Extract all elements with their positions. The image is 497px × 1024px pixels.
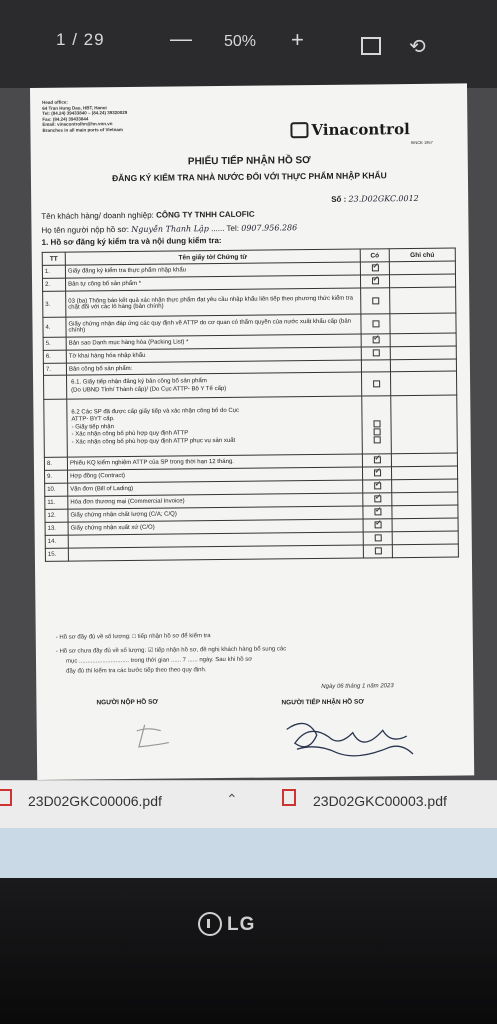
row-tt: 11. <box>45 496 68 509</box>
checkbox-empty-icon <box>374 535 381 542</box>
checkbox-checked-icon <box>372 278 379 285</box>
header-co: Có <box>360 249 389 262</box>
row-note <box>390 313 456 334</box>
tel-label: Tel: <box>226 223 240 233</box>
row-name: Giấy chứng nhận xuất xứ (C/O) <box>68 519 363 535</box>
footer-line-1: - Hồ sơ đầy đủ về số lượng: □ tiếp nhận hồ sơ để kiểm tra <box>55 633 211 641</box>
form-number <box>331 194 419 204</box>
taskbar-strip <box>0 828 497 878</box>
row-name: 03 (ba) Thông báo kết quả xác nhận thực phẩm đạt yêu cầu nhập khẩu liên tiếp theo phương thức kiểm tra chặt đối với các lô hàng (bản chính) <box>66 288 361 317</box>
row-tt: 3. <box>43 291 66 317</box>
footer-line-4: đầy đủ thì kiểm tra các bước tiếp theo theo quy định. <box>66 667 207 675</box>
row-note <box>391 466 457 480</box>
signature-drawing <box>77 708 448 776</box>
submitter-line: Họ tên người nộp hồ sơ: Nguyễn Thanh Lập ...... Tel: 0907.956.286 <box>41 223 298 235</box>
so-label: Số : <box>331 194 347 204</box>
table-row <box>44 395 458 457</box>
sub-line: ATTP- BYT cấp. <box>71 416 115 423</box>
checkbox-checked-icon <box>371 265 378 272</box>
sub-line: 6.1. Giấy tiếp nhận đăng ký bản công bố sản phẩm <box>71 378 207 386</box>
checkbox-checked-icon <box>374 496 381 503</box>
row-tt: 5. <box>43 337 66 350</box>
row-check <box>361 360 390 372</box>
checkbox-empty-icon <box>373 380 380 387</box>
checkbox-empty-icon <box>373 436 380 443</box>
row-tt: 9. <box>45 470 68 483</box>
pdf-file-icon <box>0 789 12 806</box>
lg-logo-icon <box>198 912 222 936</box>
header-tt: TT <box>42 252 65 265</box>
signature-label-receiver: NGƯỜI TIẾP NHẬN HỒ SƠ <box>281 698 364 707</box>
checkbox-checked-icon <box>372 337 379 344</box>
row-name: Hợp đồng (Contract) <box>68 467 363 483</box>
chevron-up-icon[interactable]: ⌃ <box>226 791 238 807</box>
row-check <box>361 334 390 347</box>
row-note <box>390 371 456 396</box>
row-check <box>362 454 391 467</box>
checkbox-empty-icon <box>373 428 380 435</box>
row-name: Tờ khai hàng hóa nhập khẩu <box>66 347 361 363</box>
row-name: Hóa đơn thương mại (Commercial Invoice) <box>68 493 363 509</box>
footer-line-3: mục .............................. trong thời gian ...... 7 ...... ngày. Sau khi hồ sơ <box>65 656 253 665</box>
address-line: Head office: <box>42 99 68 105</box>
form-subtitle: ĐĂNG KÝ KIỂM TRA NHÀ NƯỚC ĐỐI VỚI THỰC PHẨM NHẬP KHẨU <box>112 170 387 184</box>
download-item[interactable]: 23D02GKC00006.pdf <box>28 793 162 809</box>
address-line: Email: vinacontrolhn@hn.vnn.vn <box>42 121 113 128</box>
row-tt: 13. <box>45 522 68 535</box>
row-check <box>361 347 390 360</box>
row-check <box>360 262 389 275</box>
person-value: Nguyễn Thanh Lập <box>131 224 209 234</box>
sub-line: 6.2 Các SP đã được cấp giấy tiếp và xác nhận công bố do Cục <box>71 407 240 416</box>
row-note <box>391 453 457 467</box>
page-total: / 29 <box>72 30 105 49</box>
sub-line: - Giấy tiếp nhận <box>71 423 114 431</box>
pdf-toolbar <box>0 0 497 88</box>
row-check <box>362 396 392 454</box>
row-note <box>390 287 456 314</box>
pdf-viewer[interactable] <box>0 88 497 780</box>
row-note <box>392 531 458 545</box>
zoom-in-button[interactable]: + <box>291 27 304 52</box>
checkbox-empty-icon <box>372 350 379 357</box>
header-note: Ghi chú <box>389 248 455 262</box>
customer-line <box>41 210 254 221</box>
header-name: Tên giấy tờ/ Chứng từ <box>65 249 360 265</box>
page-indicator[interactable] <box>56 30 105 50</box>
row-tt: 10. <box>45 483 68 496</box>
document-page <box>30 83 474 780</box>
row-tt: 8. <box>44 457 67 470</box>
row-name <box>68 545 363 561</box>
checkbox-checked-icon <box>374 483 381 490</box>
row-check <box>361 288 390 314</box>
row-tt: 7. <box>43 363 66 375</box>
signature-label-submitter: NGƯỜI NỘP HỒ SƠ <box>96 698 158 707</box>
row-check <box>362 467 391 480</box>
row-check <box>363 506 392 519</box>
row-tt: 14. <box>45 535 68 548</box>
row-note <box>392 492 458 506</box>
checkbox-checked-icon <box>374 470 381 477</box>
logo-since: SINCE 1957 <box>410 139 433 146</box>
address-line: Fax: (84.24) 39433844 <box>42 116 89 122</box>
row-tt: 4. <box>43 317 66 337</box>
row-check <box>361 314 390 334</box>
row-tt <box>44 399 68 457</box>
row-tt: 15. <box>45 548 68 561</box>
download-item[interactable]: 23D02GKC00003.pdf <box>313 793 447 809</box>
monitor-bezel <box>0 878 497 1024</box>
vinacontrol-logo <box>290 120 409 139</box>
checkbox-empty-icon <box>372 297 379 304</box>
tel-value: 0907.956.286 <box>241 223 298 233</box>
section-1-heading: 1. Hồ sơ đăng ký kiểm tra và nội dung kiểm tra: <box>41 236 222 247</box>
row-check <box>363 545 392 558</box>
row-note <box>392 505 458 519</box>
address-line: 64 Tran Hung Dao, HBT, Hanoi <box>42 104 107 111</box>
so-value: 23.D02GKC.0012 <box>348 193 419 204</box>
checkbox-checked-icon <box>374 522 381 529</box>
row-tt: 1. <box>42 265 65 278</box>
checkbox-checked-icon <box>373 457 380 464</box>
row-check <box>363 532 392 545</box>
form-title: PHIẾU TIẾP NHẬN HỒ SƠ <box>187 155 311 168</box>
logo-text: Vinacontrol <box>311 120 410 140</box>
row-note <box>390 346 456 360</box>
monitor-logo <box>198 912 255 936</box>
checkbox-empty-icon <box>374 548 381 555</box>
row-note <box>392 479 458 493</box>
downloads-bar <box>0 780 497 829</box>
fit-page-icon[interactable] <box>361 37 381 55</box>
row-check <box>363 519 392 532</box>
checkbox-group <box>364 406 388 443</box>
checkbox-empty-icon <box>373 421 380 428</box>
row-check <box>361 372 390 396</box>
sub-line: - Xác nhận công bố phù hợp quy định ATTP phục vụ sản xuất <box>71 437 236 446</box>
row-name: Phiếu KQ kiểm nghiệm ATTP của SP trong thời hạn 12 tháng. <box>67 454 362 470</box>
checklist-table <box>42 248 459 562</box>
row-name: Giấy đăng ký kiểm tra thực phẩm nhập khẩu <box>65 262 360 278</box>
row-name: Giấy chứng nhận đáp ứng các quy định về ATTP do cơ quan có thẩm quyền của nước xuất khẩu cấp (bản chính) <box>66 314 361 337</box>
row-name: Bản công bố sản phẩm: <box>66 360 361 375</box>
checkbox-checked-icon <box>374 509 381 516</box>
row-note <box>392 518 458 532</box>
row-tt <box>44 375 67 399</box>
address-line: Branches in all main ports of Vietnam <box>42 126 123 133</box>
logo-mark-icon <box>290 122 308 138</box>
row-tt: 2. <box>42 278 65 291</box>
row-note <box>391 395 458 454</box>
rotate-icon[interactable]: ⟲ <box>409 36 426 58</box>
row-check <box>360 275 389 288</box>
row-name <box>67 372 362 399</box>
zoom-level: 50% <box>224 33 257 50</box>
footer-line-2: - Hồ sơ chưa đầy đủ về số lượng: ☑ tiếp nhận hồ sơ, đề nghị khách hàng bổ sung các <box>55 646 287 655</box>
page-current[interactable]: 1 <box>56 30 67 49</box>
zoom-out-button[interactable]: — <box>170 26 192 51</box>
row-name <box>67 396 363 457</box>
row-note <box>389 261 455 275</box>
row-name: Vận đơn (Bill of Lading) <box>68 480 363 496</box>
row-note <box>392 544 458 558</box>
sub-line: - Xác nhận công bố phù hợp quy định ATTP <box>71 430 189 438</box>
sub-line: (Do UBND Tỉnh/ Thành cấp)/ (Do Cục ATTP- Bộ Y Tế cấp) <box>71 385 227 394</box>
row-check <box>363 493 392 506</box>
date-line: Ngày 06 tháng 1 năm 2023 <box>321 683 394 690</box>
company-address <box>42 99 127 133</box>
brand-text: LG <box>227 914 256 935</box>
row-name: Bản tự công bố sản phẩm * <box>65 275 360 291</box>
row-tt: 6. <box>43 350 66 363</box>
row-tt: 12. <box>45 509 68 522</box>
customer-value: CÔNG TY TNHH CALOFIC <box>156 209 255 220</box>
row-name: Bản sao Danh mục hàng hóa (Packing List) * <box>66 334 361 350</box>
pdf-file-icon <box>282 789 296 806</box>
row-note <box>389 274 455 288</box>
checkbox-empty-icon <box>372 320 379 327</box>
row-note <box>390 359 456 372</box>
person-label: Họ tên người nộp hồ sơ: <box>41 224 129 235</box>
address-line: Tel: (84.24) 39433840 – (84.24) 39320029 <box>42 110 128 117</box>
row-check <box>363 480 392 493</box>
row-name: Giấy chứng nhận chất lượng (C/A; C/Q) <box>68 506 363 522</box>
row-note <box>390 333 456 347</box>
customer-label: Tên khách hàng/ doanh nghiệp: <box>41 210 154 221</box>
